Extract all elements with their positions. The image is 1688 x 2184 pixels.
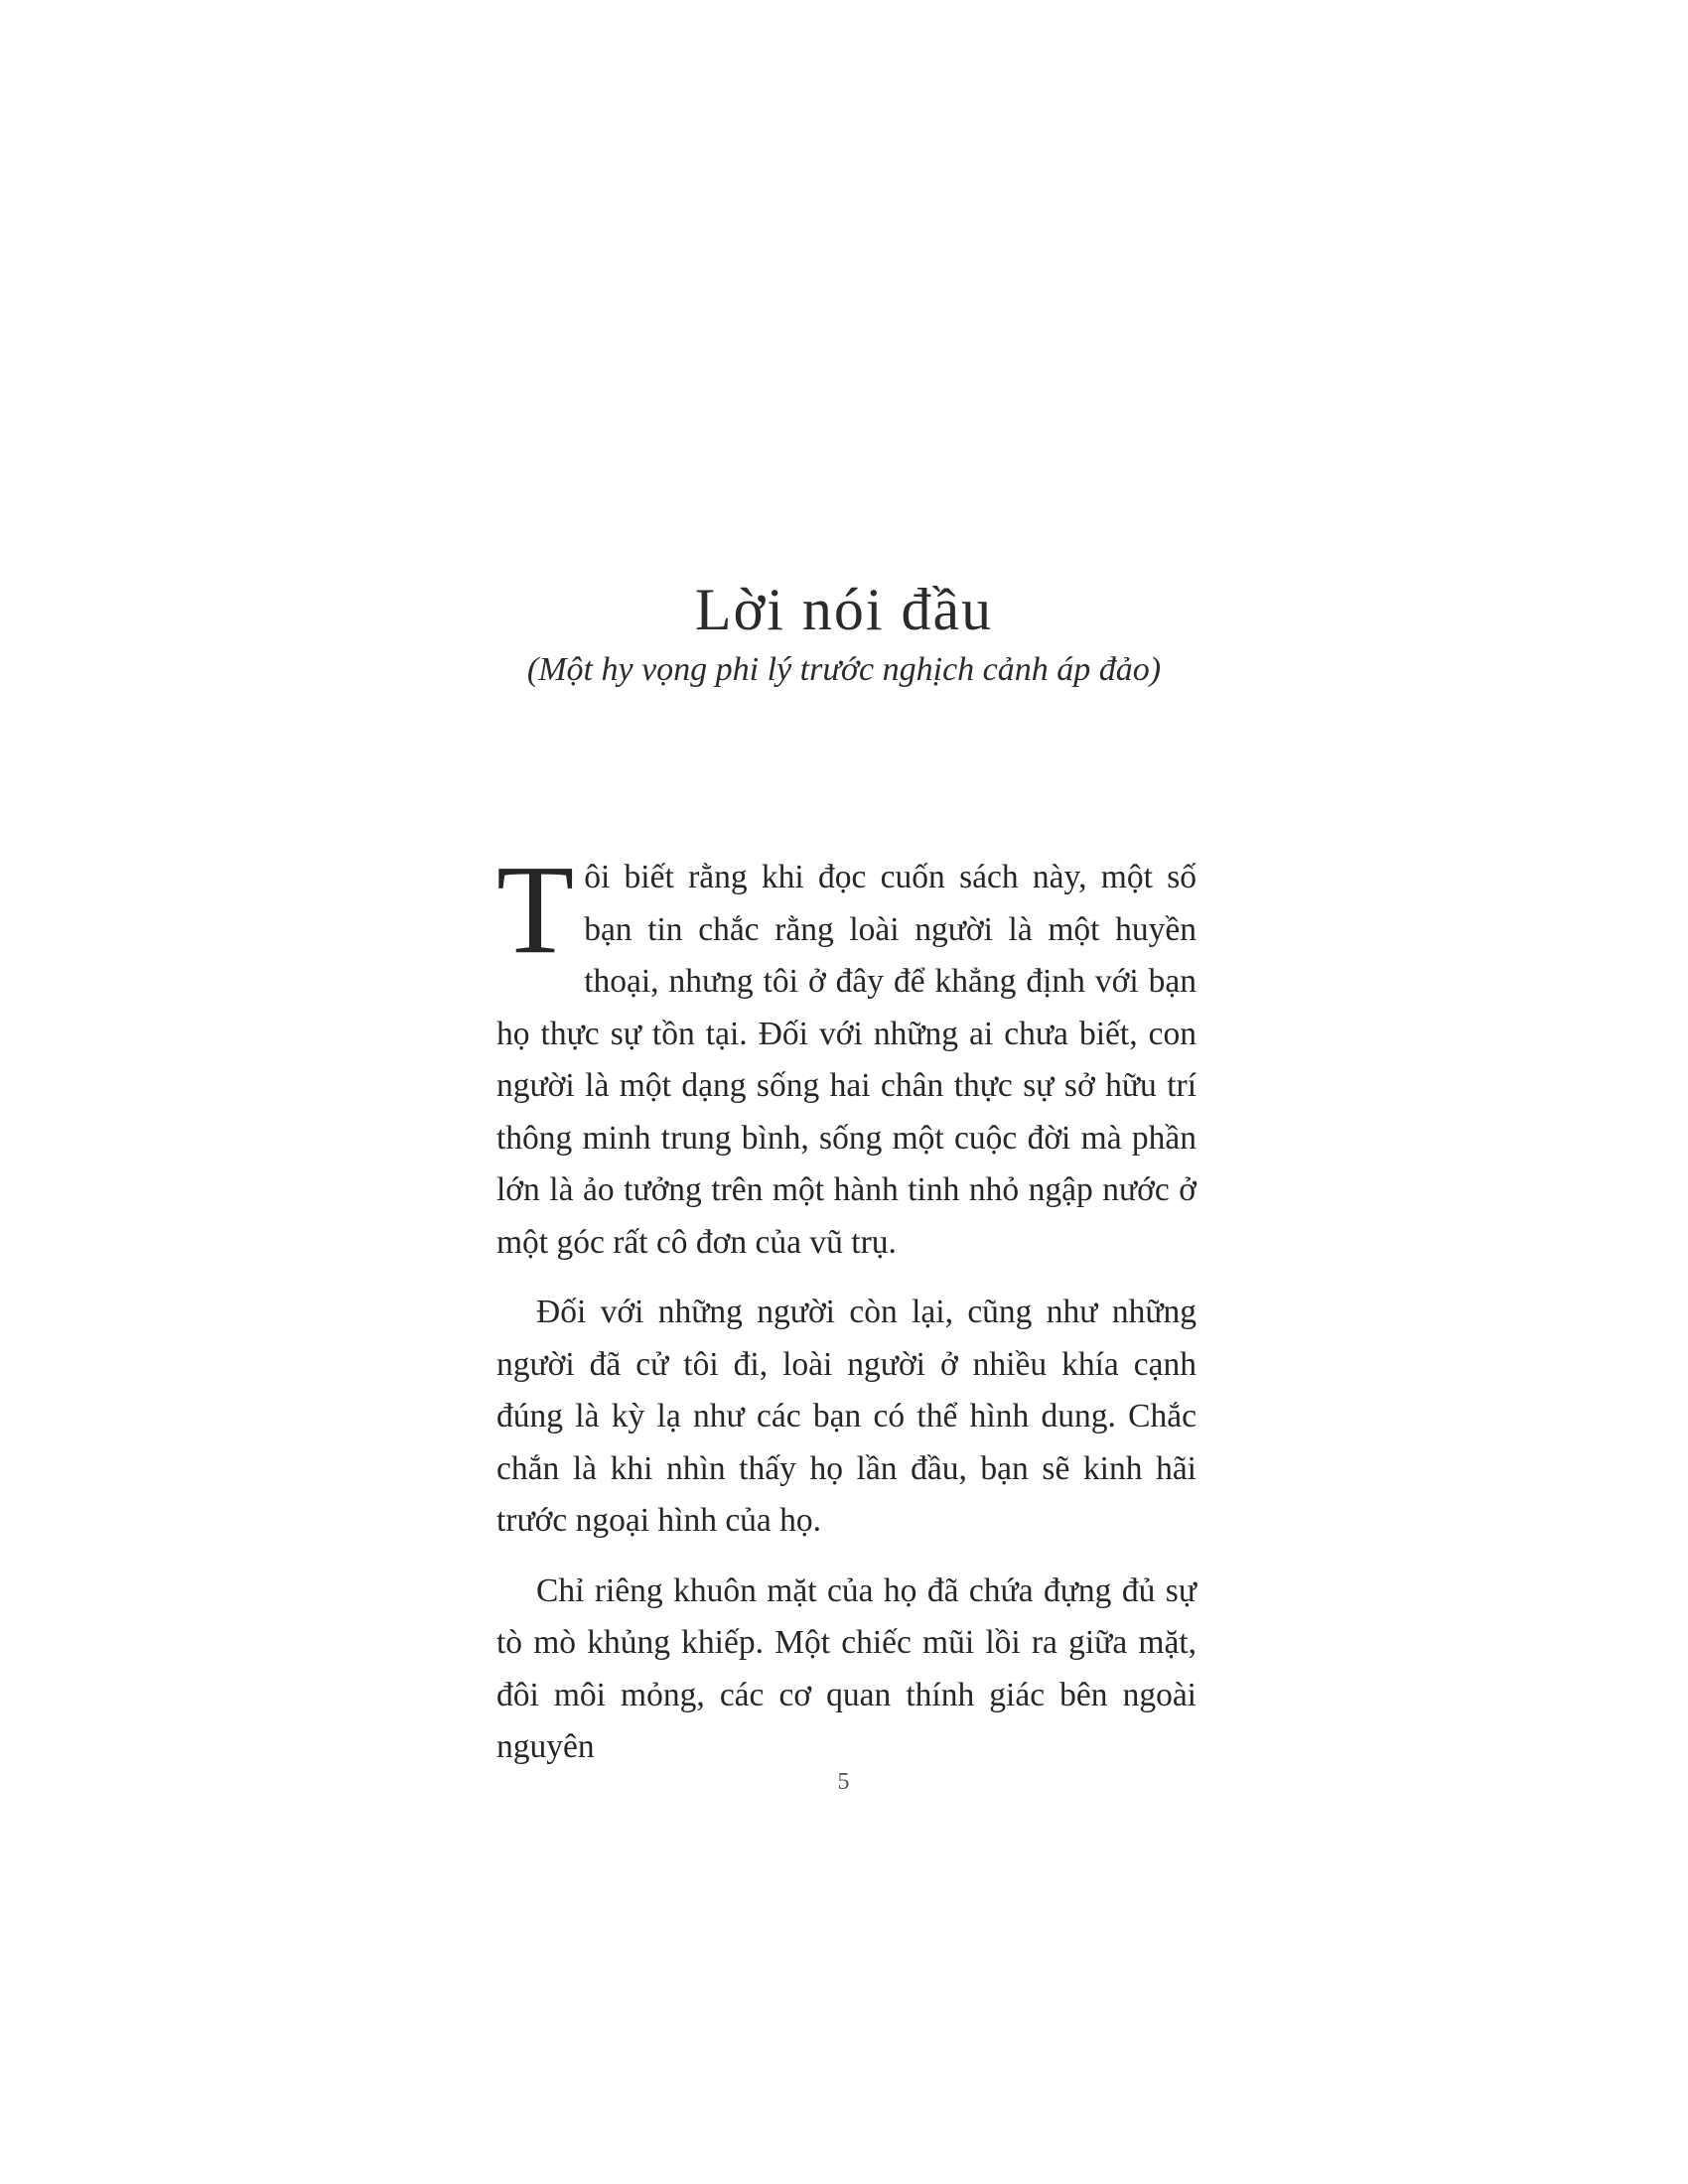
drop-cap: T [496, 839, 575, 980]
chapter-subtitle: (Một hy vọng phi lý trước nghịch cảnh áp đảo) [526, 651, 1162, 688]
chapter-title: Lời nói đầu [694, 577, 994, 642]
paragraph-2: Đối với những người còn lại, cũng như những người đã cử tôi đi, loài người ở nhiều khía cạnh đúng là kỳ lạ như các bạn có thể hình dung. Chắc chắn là khi nhìn thấy họ lần đầu, bạn sẽ kinh hãi trước ngoại hình của họ. [496, 1294, 1196, 1539]
paragraph-1-text: ôi biết rằng khi đọc cuốn sách này, một số bạn tin chắc rằng loài người là một huyền thoại, nhưng tôi ở đây để khẳng định với bạn họ thực sự tồn tại. Đối với những ai chưa biết, con người là một dạng sống hai chân thực sự sở hữu trí thông minh trung bình, sống một cuộc đời mà phần lớn là ảo tưởng trên một hành tinh nhỏ ngập nước ở một góc rất cô đơn của vũ trụ. [496, 859, 1196, 1261]
page-number: 5 [837, 1769, 851, 1795]
body-text [496, 839, 1196, 1792]
paragraph-1 [496, 839, 1196, 1269]
paragraph-3: Chỉ riêng khuôn mặt của họ đã chứa đựng đủ sự tò mò khủng khiếp. Một chiếc mũi lồi ra giữa mặt, đôi môi mỏng, các cơ quan thính giác bên ngoài nguyên [496, 1571, 1196, 1765]
